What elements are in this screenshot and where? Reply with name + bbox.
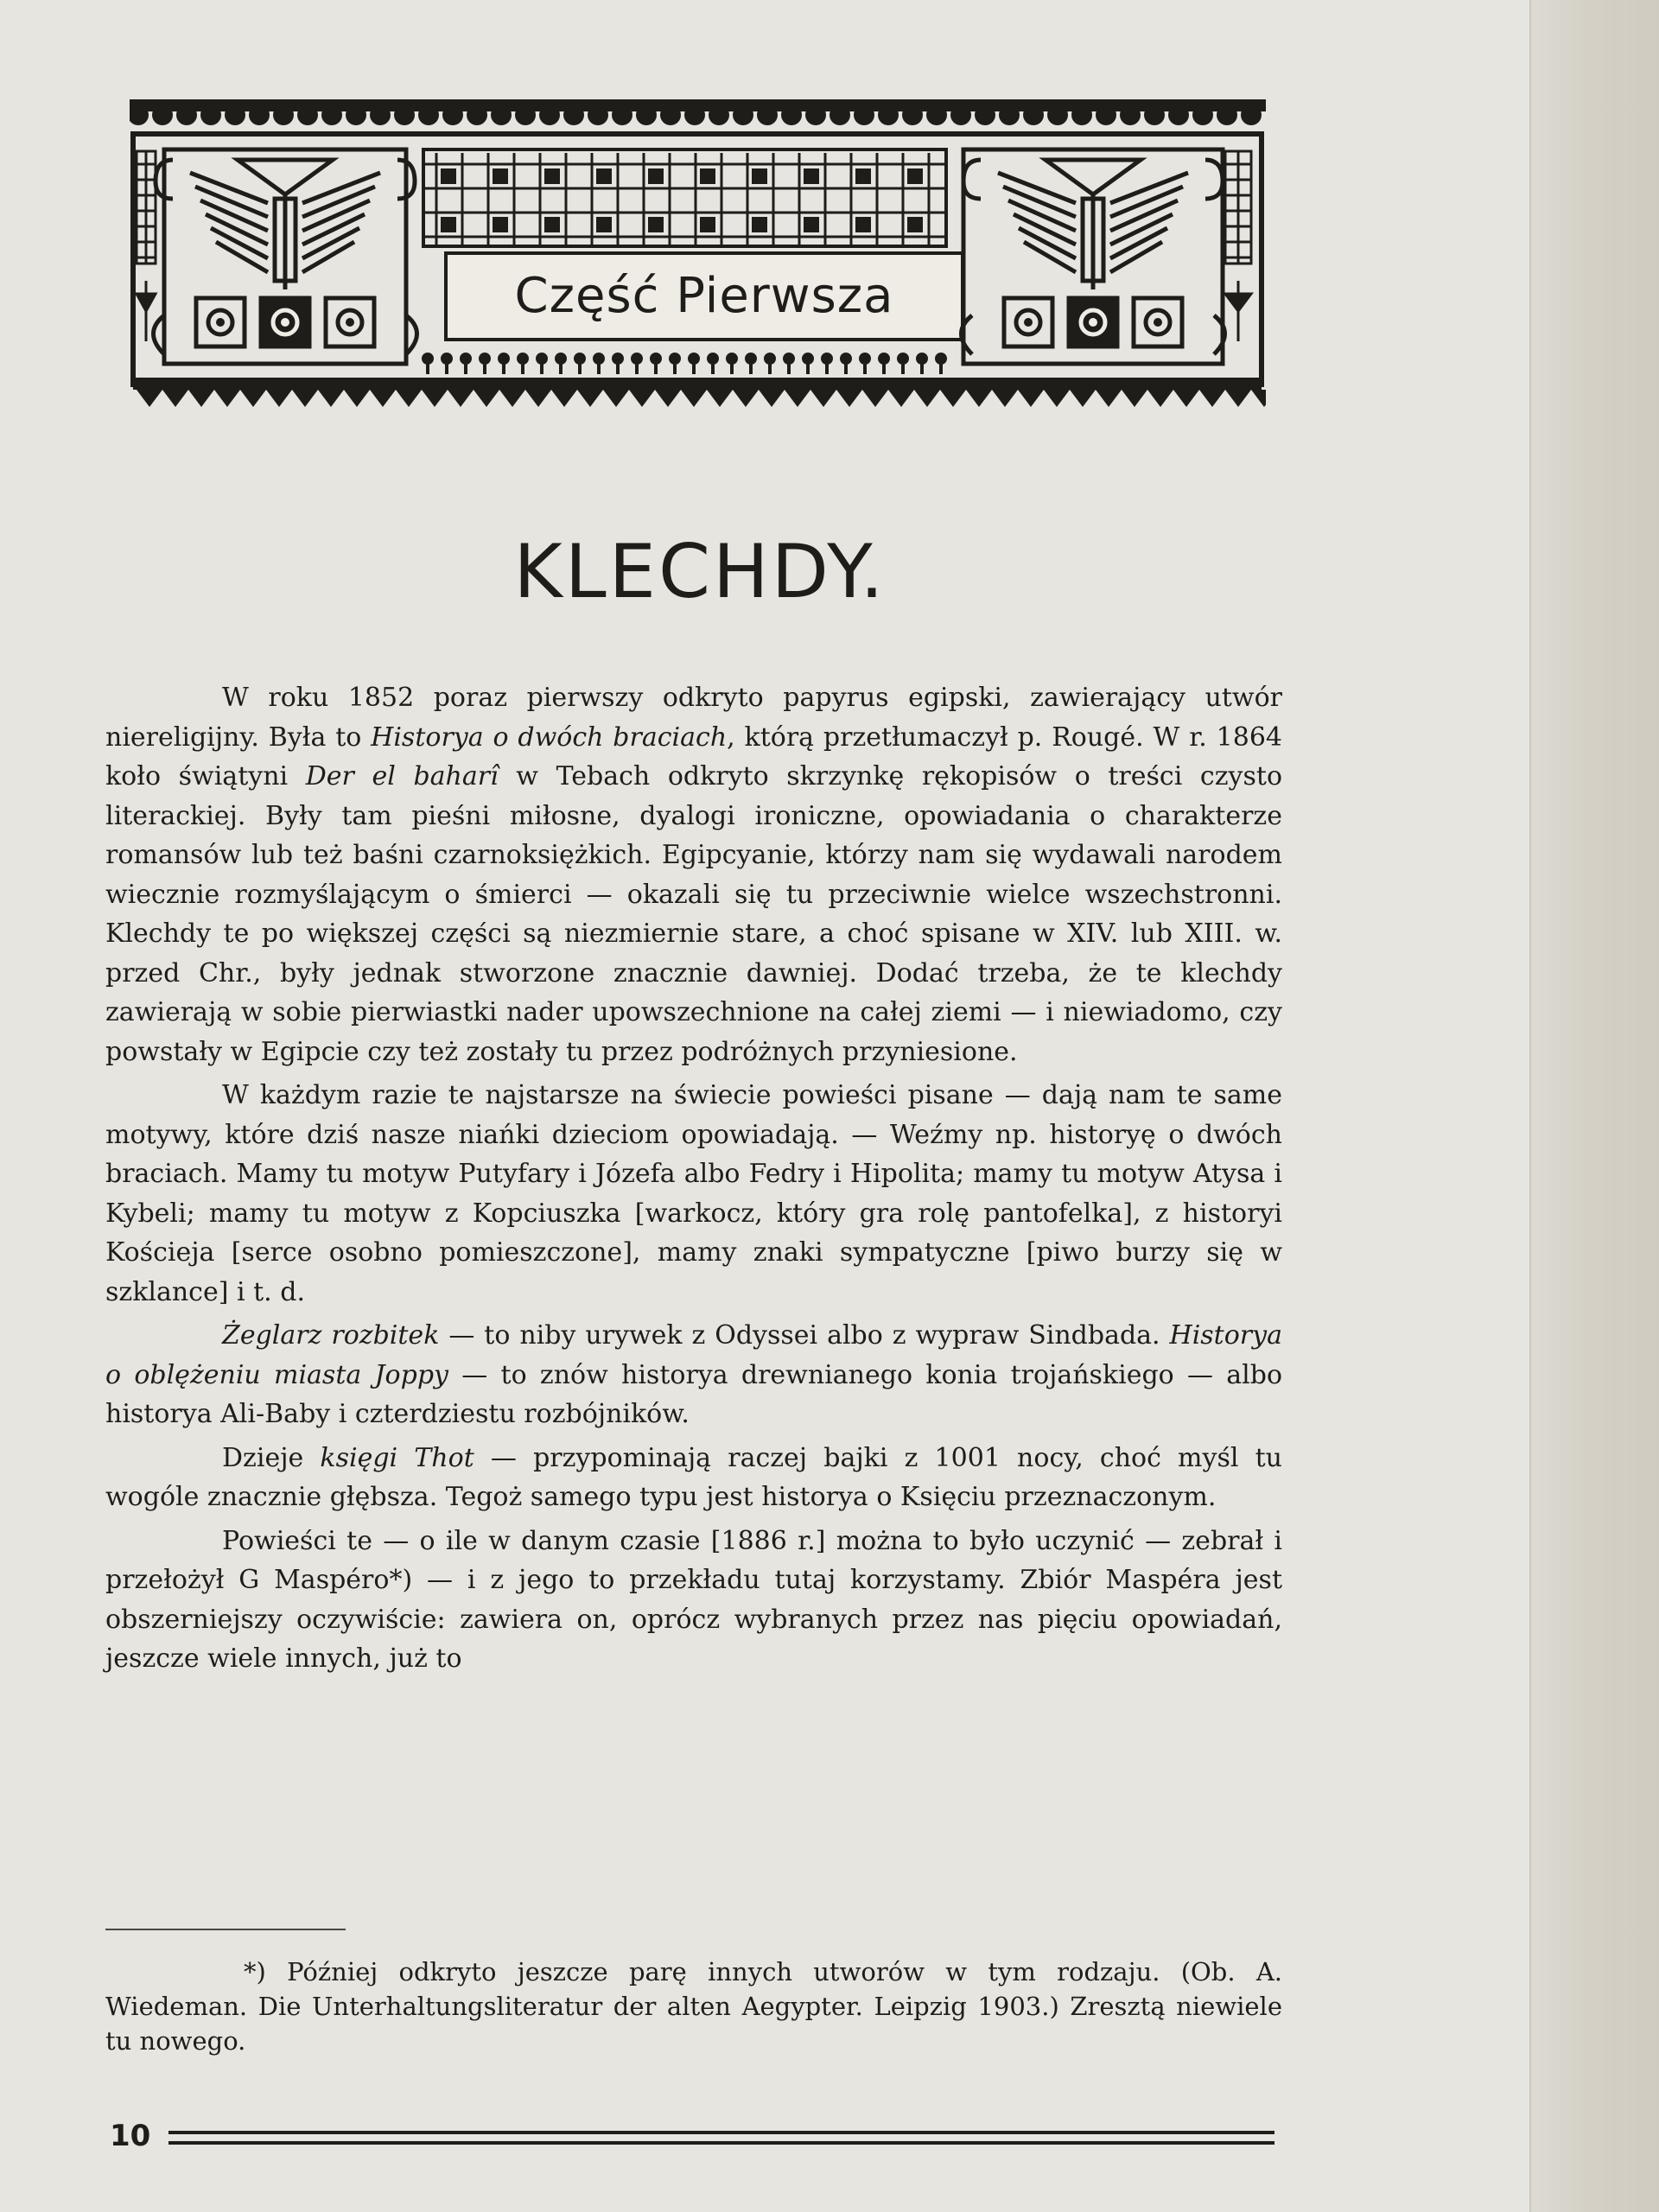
text-run: — przypominają raczej bajki z 1001 nocy, choć myśl tu wogóle znacznie głębsza. Tegoż samego typu jest historya o Księciu przeznaczonym. xyxy=(105,1442,1282,1512)
italic-title: Żeglarz rozbitek xyxy=(222,1320,440,1351)
footnote-divider xyxy=(105,1929,346,1930)
ornamental-header xyxy=(130,99,1266,428)
text-run: — to znów historya drewnianego konia trojańskiego — albo historya Ali-Baby i czterdziestu rozbójników. xyxy=(105,1359,1282,1429)
text-run: w Tebach odkryto skrzynkę rękopisów o treści czysto literackiej. Były tam pieśni miłosne, dyalogi ironiczne, opowiadania o charakterze romansów lub też baśni czarnoksiężkich. Egipcyanie, którzy nam się wydawali narodem wiecznie rozmyślającym o śmierci — okazali się tu przeciwnie wielce wszechstronni. Klechdy te po większej części są niezmiernie stare, a choć spisane w XIV. lub XIII. w. przed Chr., były jednak stworzone znacznie dawniej. Dodać trzeba, że te klechdy zawierają w sobie pierwiastki nader upowszechnione na całej ziemi — i niewiadomo, czy powstały w Egipcie czy też zostały tu przez podróżnych przyniesione. xyxy=(105,761,1283,1067)
paragraph: Powieści te — o ile w danym czasie [1886 r.] można to było uczynić — zebrał i przełożył G Maspéro*) — i z jego to przekładu tutaj korzystamy. Zbiór Maspéra jest obszerniejszy oczywiście: zawiera on, oprócz wybranych przez nas pięciu opowiadań, jeszcze wiele innych, już to xyxy=(105,1525,1282,1674)
text-run: , którą przetłumaczył p. Rougé. W r. 1864 koło świątyni xyxy=(105,721,1282,791)
main-text xyxy=(105,678,1282,1683)
italic-title: Historya o dwóch braciach xyxy=(371,721,728,753)
text-run: — to niby urywek z Odyssei albo z wypraw Sindbada. xyxy=(439,1320,1170,1351)
paragraph xyxy=(105,1439,1282,1517)
chapter-title: KLECHDY. xyxy=(513,529,887,615)
part-label: Część Pierwsza xyxy=(514,268,894,324)
italic-title: Historya o oblężeniu miasta Joppy xyxy=(105,1320,1282,1390)
page-spine xyxy=(1529,0,1531,2212)
page-number: 10 xyxy=(110,2119,151,2153)
bottom-rule-upper xyxy=(168,2131,1274,2134)
bottom-rule-lower xyxy=(168,2141,1274,2145)
text-run: Dzieje xyxy=(222,1442,321,1473)
page-edge-shadow xyxy=(1529,0,1659,2212)
paragraph: W każdym razie te najstarsze na świecie powieści pisane — dają nam te same motywy, które dziś nasze niańki dzieciom opowiadają. — Weźmy np. historyę o dwóch braciach. Mamy tu motyw Putyfary i Józefa albo Fedry i Hipolita; mamy tu motyw Atysa i Kybeli; mamy tu motyw z Kopciuszka [warkocz, który gra rolę pantofelka], z historyi Kościeja [serce osobno pomieszczone], mamy znaki sympatyczne [piwo burzy się w szklance] i t. d. xyxy=(105,1080,1282,1307)
footnote xyxy=(105,1955,1282,2058)
paragraph xyxy=(105,1316,1282,1434)
italic-title: księgi Thot xyxy=(320,1442,474,1473)
text-run: W roku 1852 poraz pierwszy odkryto papyrus egipski, zawierający utwór niereligijny. Była to xyxy=(105,683,1282,753)
footnote-text: *) Później odkryto jeszcze parę innych utworów w tym rodzaju. (Ob. A. Wiedeman. Die Unterhaltungsliteratur der alten Aegypter. Leipzig 1903.) Zresztą niewiele tu nowego. xyxy=(105,1957,1282,2056)
italic-place: Der el baharî xyxy=(305,761,499,791)
paragraph xyxy=(105,678,1282,1071)
